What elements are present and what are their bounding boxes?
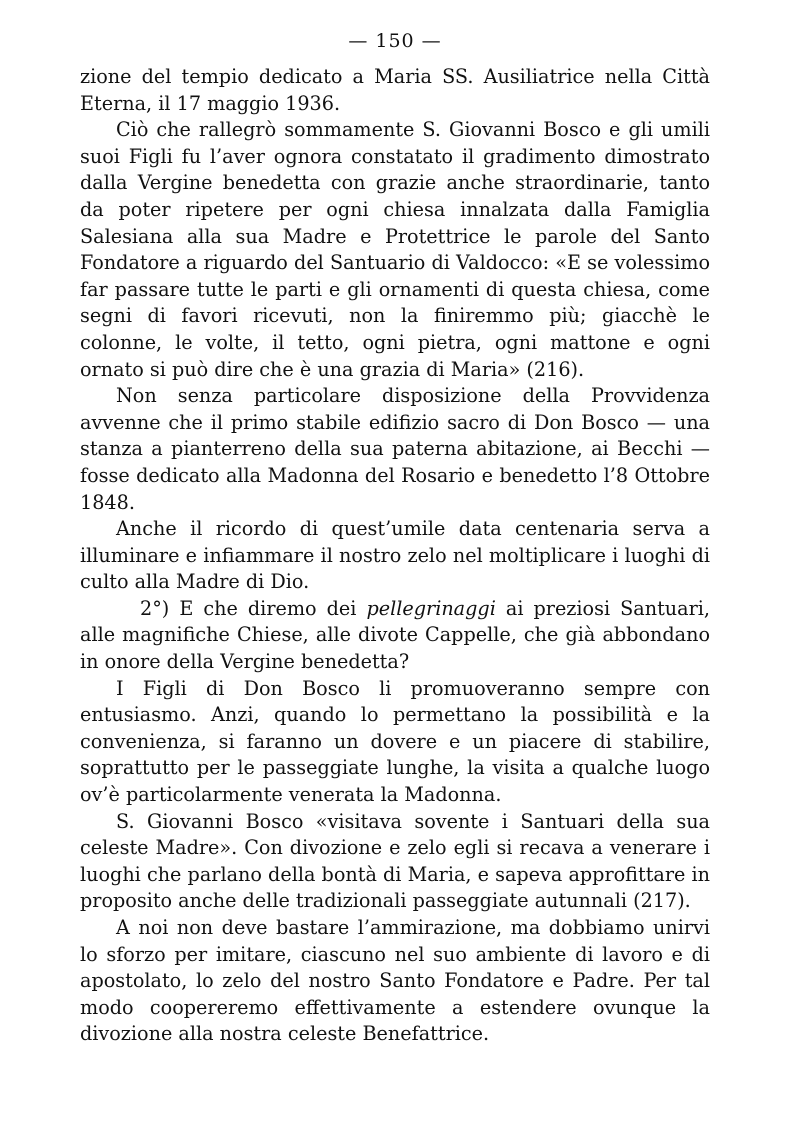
paragraph-joy-of-don-bosco: Ciò che rallegrò sommamente S. Giovanni Bosco e gli umili suoi Figli fu l’aver ognora constatato il gradimento dimostrato dalla Vergine benedetta con grazie anche straordinarie, tanto da poter ripetere per ogni chiesa innalzata dalla Famiglia Salesiana alla sua Madre e Protettrice le parole del Santo Fondatore a riguardo del Santuario di Valdocco: «E se volessimo far passare tutte le parti e gli ornamenti di questa chiesa, come segni di favori ricevuti, non la finiremmo più; giacchè le colonne, le volte, il tetto, ogni pietra, ogni mattone e ogni ornato si può dire che è una grazia di Maria» (216).: [80, 118, 710, 381]
paragraph-visiting-sanctuaries: S. Giovanni Bosco «visitava sovente i Santuari della sua celeste Madre». Con divozione e zelo egli si recava a venerare i luoghi che parlano della bontà di Maria, e sapeva approfittare in proposito anche delle tradizionali passeggiate autunnali (217).: [80, 809, 710, 913]
paragraph-pilgrimages-start: 2°) E che diremo dei: [140, 596, 367, 620]
paragraph-imitation: A noi non deve bastare l’ammirazione, ma dobbiamo unirvi lo sforzo per imitare, ciascuno nel suo ambiente di lavoro e di apostolato, lo zelo del nostro Santo Fondatore e Padre. Per tal modo coopereremo effettivamente a estendere ovunque la divozione alla nostra celeste Benefattrice.: [80, 916, 710, 1046]
paragraph-first-sacred-building: Non senza particolare disposizione della Provvidenza avvenne che il primo stabile edifizio sacro di Don Bosco — una stanza a pianterreno della sua paterna abitazione, ai Becchi — fosse dedicato alla Madonna del Rosario e benedetto l’8 Ottobre 1848.: [80, 384, 710, 514]
paragraph-pilgrimages-end: ai preziosi Santuari, alle magnifiche Chiese, alle divote Cappelle, che già abbondano in onore della Vergine benedetta?: [80, 596, 710, 674]
book-page: [80, 30, 710, 1048]
paragraph-continuation: zione del tempio dedicato a Maria SS. Ausiliatrice nella Città Eterna, il 17 maggio 1936.: [80, 65, 710, 115]
pilgrimages-italic-term: pellegrinaggi: [366, 596, 496, 620]
paragraph-centenary: Anche il ricordo di quest’umile data centenaria serva a illuminare e infiammare il nostro zelo nel moltiplicare i luoghi di culto alla Madre di Dio.: [80, 517, 710, 594]
page-number: — 150 —: [348, 30, 442, 52]
paragraph-sons-of-don-bosco: I Figli di Don Bosco li promuoveranno sempre con entusiasmo. Anzi, quando lo permettano la possibilità e la convenienza, si faranno un dovere e un piacere di stabilire, soprattutto per le passeggiate lunghe, la visita a qualche luogo ov’è particolarmente venerata la Madonna.: [80, 676, 710, 807]
paragraph-pilgrimages: [80, 596, 710, 676]
